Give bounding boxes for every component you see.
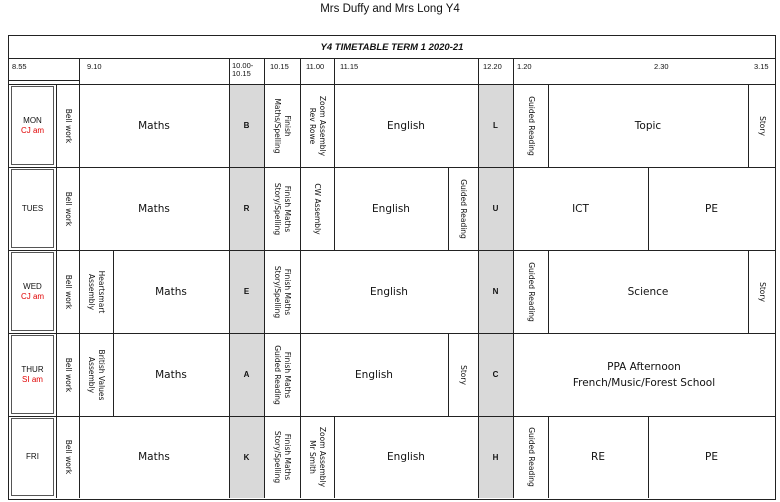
day-name: WED	[23, 281, 42, 291]
lesson-english: English	[370, 285, 408, 298]
lesson-re: RE	[591, 451, 605, 463]
grid-line	[513, 58, 514, 84]
page-title: Mrs Duffy and Mrs Long Y4	[320, 3, 460, 15]
lesson-guided-reading	[513, 84, 548, 167]
time-label: 11.15	[340, 62, 359, 71]
lesson-pe: PE	[705, 202, 718, 215]
lesson-story-text: Story	[459, 364, 468, 385]
lunch-letter: N	[492, 287, 499, 296]
bell-work-cell-text: Bell work	[63, 108, 73, 143]
time-label: 3.15	[754, 62, 769, 71]
time-label: 10.00- 10.15	[232, 61, 254, 78]
day-name: THUR	[21, 364, 44, 374]
day-staff-note: CJ am	[20, 125, 45, 135]
ppa-line-1: PPA Afternoon	[607, 360, 681, 373]
lesson-maths: Maths	[155, 368, 187, 381]
lesson-story	[748, 250, 775, 333]
lesson-heartsmart-assembly	[79, 250, 113, 333]
lesson-ict: ICT	[572, 202, 589, 215]
lesson-guided-reading-text: Guided Reading	[526, 261, 536, 322]
time-label: 10.15	[270, 62, 289, 71]
lesson-finish-maths-story-spelling-text: Finish Maths Story/Spelling	[273, 182, 292, 235]
bell-work-cell	[56, 84, 79, 167]
lesson-guided-reading-text: Guided Reading	[526, 427, 536, 487]
bell-work-cell-text: Bell work	[63, 191, 73, 226]
day-name: FRI	[26, 452, 39, 461]
break-letter: B	[243, 121, 250, 130]
lesson-maths: Maths	[138, 202, 170, 215]
day-label-tues	[11, 169, 54, 248]
lesson-guided-reading-text: Guided Reading	[526, 95, 536, 156]
lesson-science: Science	[627, 285, 669, 298]
grid-line	[300, 58, 301, 84]
day-name: TUES	[21, 203, 44, 213]
lesson-finish-maths-story-spelling	[264, 167, 300, 250]
lesson-zoom-assembly	[300, 84, 334, 167]
timetable-heading: Y4 TIMETABLE TERM 1 2020-21	[320, 41, 464, 53]
lesson-maths: Maths	[138, 451, 170, 463]
lesson-finish-maths-story-spelling-text: Finish Maths Story/Spelling	[273, 430, 292, 484]
lunch-letter: U	[492, 204, 499, 213]
break-letter: A	[243, 370, 250, 379]
lesson-english: English	[355, 368, 393, 381]
grid-line	[229, 58, 230, 84]
lunch-letter: L	[493, 121, 498, 130]
bell-work-cell	[56, 250, 79, 333]
day-label-fri	[11, 418, 54, 496]
ppa-line-2: French/Music/Forest School	[572, 376, 716, 389]
lesson-guided-reading-text: Guided Reading	[459, 178, 468, 239]
lesson-ppa-afternoon	[513, 333, 775, 416]
time-label: 2.30	[654, 62, 669, 71]
bell-work-cell-text: Bell work	[63, 357, 73, 392]
bell-work-cell	[56, 416, 79, 498]
grid-line	[478, 58, 479, 84]
time-label: 1.20	[517, 62, 532, 71]
bell-work-cell-text: Bell work	[63, 274, 73, 309]
lesson-finish-maths-story-spelling-text: Finish Maths Story/Spelling	[273, 265, 292, 318]
lesson-finish-maths-guided-reading	[264, 333, 300, 416]
day-label-thur	[11, 335, 54, 414]
grid-line	[775, 58, 776, 84]
bell-work-cell	[56, 167, 79, 250]
lesson-story	[748, 84, 775, 167]
lesson-guided-reading	[513, 416, 548, 498]
lesson-british-values-assembly	[79, 333, 113, 416]
bell-work-cell-text: Bell work	[63, 439, 73, 475]
lesson-guided-reading	[448, 167, 478, 250]
lesson-british-values-assembly-text: British Values Assembly	[87, 349, 106, 400]
lesson-zoom-assembly-text: Zoom Assembly Mr Smith	[308, 426, 327, 488]
lesson-pe: PE	[705, 451, 718, 463]
time-label: 8.55	[12, 62, 27, 71]
break-letter: K	[243, 452, 250, 462]
lesson-maths: Maths	[155, 285, 187, 298]
day-staff-note: CJ am	[20, 291, 45, 301]
lesson-finish-maths-story-spelling	[264, 416, 300, 498]
lesson-english: English	[387, 451, 425, 463]
lunch-letter: H	[492, 452, 499, 462]
lesson-zoom-assembly	[300, 416, 334, 498]
break-letter: R	[243, 204, 250, 213]
day-label-wed	[11, 252, 54, 331]
day-name: MON	[23, 115, 42, 125]
lesson-english: English	[372, 202, 410, 215]
day-staff-note: SI am	[22, 374, 43, 384]
break-letter: E	[243, 287, 250, 296]
lesson-heartsmart-assembly-text: Heartsmart Assembly	[87, 270, 106, 313]
day-label-mon	[11, 86, 54, 165]
lesson-finish-maths-spelling-text: Finish Maths/Spelling	[273, 97, 292, 154]
lesson-cw-assembly	[300, 167, 334, 250]
lesson-cw-assembly-text: CW Assembly	[313, 182, 322, 235]
grid-line	[9, 58, 775, 59]
grid-line	[9, 80, 79, 81]
lesson-finish-maths-story-spelling	[264, 250, 300, 333]
bell-work-cell	[56, 333, 79, 416]
lesson-story-text: Story	[757, 115, 767, 136]
lesson-zoom-assembly-text: Zoom Assembly Rev Rowe	[308, 95, 327, 156]
grid-line	[264, 58, 265, 84]
lesson-finish-maths-spelling	[264, 84, 300, 167]
lesson-finish-maths-guided-reading-text: Finish Maths Guided Reading	[273, 344, 292, 405]
lesson-maths: Maths	[138, 119, 170, 132]
lesson-story-text: Story	[757, 281, 767, 302]
lesson-story	[448, 333, 478, 416]
time-label: 9.10	[87, 62, 102, 71]
time-label: 11.00	[306, 62, 325, 71]
lesson-guided-reading	[513, 250, 548, 333]
grid-line	[79, 58, 80, 84]
grid-line	[334, 58, 335, 84]
lunch-letter: C	[492, 370, 499, 379]
lesson-topic: Topic	[634, 119, 662, 132]
time-label: 12.20	[483, 62, 502, 71]
lesson-english: English	[387, 119, 425, 132]
